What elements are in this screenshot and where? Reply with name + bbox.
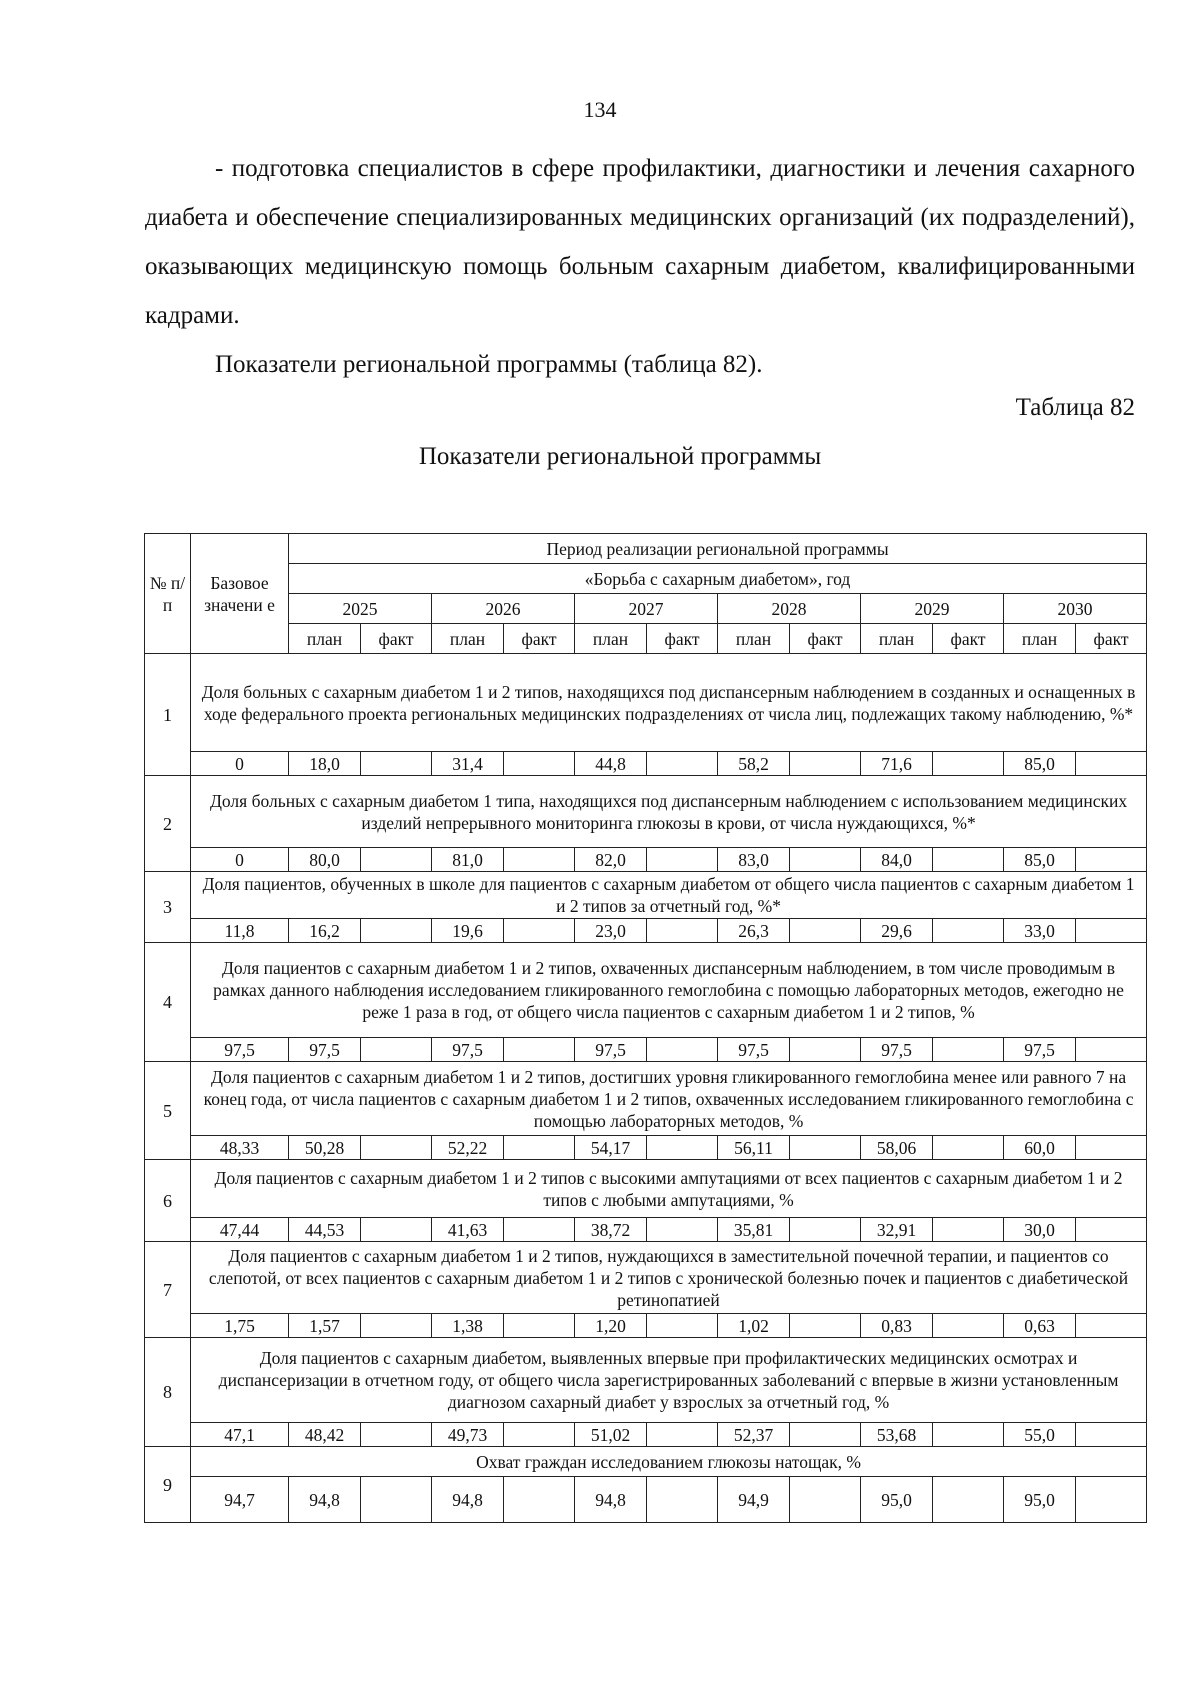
fact-value [1076, 919, 1147, 943]
fact-value [504, 1038, 575, 1062]
indicator-row [145, 1447, 1147, 1477]
fact-value [361, 1038, 432, 1062]
plan-value: 58,2 [718, 752, 790, 776]
plan-value: 85,0 [1004, 752, 1076, 776]
fact-value [933, 1423, 1004, 1447]
header-number: № п/п [145, 534, 191, 654]
plan-value: 41,63 [432, 1218, 504, 1242]
plan-value: 1,20 [575, 1314, 647, 1338]
header-year: 2029 [861, 594, 1004, 624]
base-value: 48,33 [191, 1136, 289, 1160]
plan-value: 48,42 [289, 1423, 361, 1447]
plan-value: 60,0 [1004, 1136, 1076, 1160]
fact-value [790, 1314, 861, 1338]
indicator-description: Доля пациентов с сахарным диабетом 1 и 2 типов, охваченных диспансерным наблюдением, в том числе проводимым в рамках данного наблюдения исследованием гликированного гемоглобина с помощью лабораторных методов, ежегодно не реже 1 раза в год, от общего числа пациентов с сахарным диабетом 1 и 2 типов, % [191, 943, 1147, 1038]
plan-value: 94,8 [432, 1477, 504, 1523]
base-value: 97,5 [191, 1038, 289, 1062]
row-number: 4 [145, 943, 191, 1062]
row-number: 1 [145, 654, 191, 776]
fact-value [647, 1136, 718, 1160]
indicator-description: Доля больных с сахарным диабетом 1 типа, находящихся под диспансерным наблюдением с использованием медицинских изделий непрерывного мониторинга глюкозы в крови, от числа нуждающихся, %* [191, 776, 1147, 848]
plan-value: 56,11 [718, 1136, 790, 1160]
fact-value [504, 1218, 575, 1242]
plan-value: 29,6 [861, 919, 933, 943]
plan-value: 1,02 [718, 1314, 790, 1338]
fact-value [504, 1136, 575, 1160]
header-plan: план [718, 624, 790, 654]
fact-value [504, 1477, 575, 1523]
fact-value [1076, 1136, 1147, 1160]
fact-value [361, 752, 432, 776]
fact-value [361, 1314, 432, 1338]
indicator-row [145, 943, 1147, 1038]
base-value: 47,44 [191, 1218, 289, 1242]
indicator-values-row [145, 752, 1147, 776]
base-value: 94,7 [191, 1477, 289, 1523]
table-label: Таблица 82 [1015, 394, 1135, 421]
row-number: 8 [145, 1338, 191, 1447]
fact-value [1076, 1423, 1147, 1447]
plan-value: 97,5 [861, 1038, 933, 1062]
plan-value: 44,8 [575, 752, 647, 776]
indicator-values-row [145, 1136, 1147, 1160]
indicator-row [145, 1338, 1147, 1423]
plan-value: 50,28 [289, 1136, 361, 1160]
fact-value [1076, 848, 1147, 872]
indicator-description: Доля пациентов с сахарным диабетом 1 и 2 типов, достигших уровня гликированного гемоглобина менее или равного 7 на конец года, от числа пациентов с сахарным диабетом 1 и 2 типов, охваченных исследованием гликированного гемоглобина с помощью лабораторных методов, % [191, 1062, 1147, 1136]
indicator-values-row [145, 1423, 1147, 1447]
fact-value [1076, 1218, 1147, 1242]
fact-value [647, 1423, 718, 1447]
fact-value [647, 752, 718, 776]
plan-value: 35,81 [718, 1218, 790, 1242]
row-number: 6 [145, 1160, 191, 1242]
indicator-row [145, 1062, 1147, 1136]
plan-value: 49,73 [432, 1423, 504, 1447]
fact-value [933, 752, 1004, 776]
fact-value [504, 1423, 575, 1447]
fact-value [504, 752, 575, 776]
header-plan: план [432, 624, 504, 654]
plan-value: 97,5 [575, 1038, 647, 1062]
plan-value: 95,0 [1004, 1477, 1076, 1523]
fact-value [933, 1218, 1004, 1242]
fact-value [647, 1314, 718, 1338]
fact-value [504, 919, 575, 943]
header-period-line2: «Борьба с сахарным диабетом», год [289, 564, 1147, 594]
plan-value: 30,0 [1004, 1218, 1076, 1242]
plan-value: 84,0 [861, 848, 933, 872]
base-value: 1,75 [191, 1314, 289, 1338]
indicator-row [145, 654, 1147, 752]
header-plan: план [861, 624, 933, 654]
fact-value [361, 848, 432, 872]
plan-value: 38,72 [575, 1218, 647, 1242]
plan-value: 97,5 [289, 1038, 361, 1062]
fact-value [361, 1423, 432, 1447]
header-year: 2027 [575, 594, 718, 624]
fact-value [647, 1477, 718, 1523]
plan-value: 0,83 [861, 1314, 933, 1338]
fact-value [933, 848, 1004, 872]
plan-value: 44,53 [289, 1218, 361, 1242]
header-year: 2028 [718, 594, 861, 624]
indicator-values-row [145, 1477, 1147, 1523]
plan-value: 53,68 [861, 1423, 933, 1447]
plan-value: 80,0 [289, 848, 361, 872]
fact-value [933, 919, 1004, 943]
indicator-values-row [145, 919, 1147, 943]
header-fact: факт [790, 624, 861, 654]
plan-value: 31,4 [432, 752, 504, 776]
table-title: Показатели региональной программы [418, 443, 822, 470]
header-plan: план [1004, 624, 1076, 654]
plan-value: 33,0 [1004, 919, 1076, 943]
plan-value: 94,8 [575, 1477, 647, 1523]
plan-value: 55,0 [1004, 1423, 1076, 1447]
plan-value: 81,0 [432, 848, 504, 872]
table-reference-paragraph: Показатели региональной программы (таблица 82). [215, 351, 763, 378]
plan-value: 85,0 [1004, 848, 1076, 872]
plan-value: 19,6 [432, 919, 504, 943]
fact-value [933, 1477, 1004, 1523]
header-base-value: Базовое значени е [191, 534, 289, 654]
header-fact: факт [504, 624, 575, 654]
header-plan: план [289, 624, 361, 654]
plan-value: 95,0 [861, 1477, 933, 1523]
fact-value [933, 1038, 1004, 1062]
indicator-row [145, 776, 1147, 848]
fact-value [790, 1218, 861, 1242]
base-value: 0 [191, 752, 289, 776]
plan-value: 83,0 [718, 848, 790, 872]
plan-value: 1,38 [432, 1314, 504, 1338]
plan-value: 97,5 [432, 1038, 504, 1062]
plan-value: 58,06 [861, 1136, 933, 1160]
indicators-table [144, 533, 1147, 1523]
fact-value [1076, 1314, 1147, 1338]
page-number: 134 [583, 97, 617, 122]
fact-value [361, 1136, 432, 1160]
plan-value: 1,57 [289, 1314, 361, 1338]
fact-value [361, 919, 432, 943]
plan-value: 54,17 [575, 1136, 647, 1160]
plan-value: 23,0 [575, 919, 647, 943]
indicator-description: Доля пациентов с сахарным диабетом 1 и 2 типов с высокими ампутациями от всех пациентов с сахарным диабетом 1 и 2 типов с любыми ампутациями, % [191, 1160, 1147, 1218]
plan-value: 51,02 [575, 1423, 647, 1447]
fact-value [790, 752, 861, 776]
plan-value: 52,37 [718, 1423, 790, 1447]
indicator-description: Доля пациентов с сахарным диабетом, выявленных впервые при профилактических медицинских осмотрах и диспансеризации в отчетном году, от общего числа зарегистрированных заболеваний с впервые в жизни установленным диагнозом сахарный диабет у взрослых за отчетный год, % [191, 1338, 1147, 1423]
fact-value [647, 848, 718, 872]
indicator-values-row [145, 1038, 1147, 1062]
indicator-row [145, 1242, 1147, 1314]
fact-value [647, 919, 718, 943]
header-year: 2030 [1004, 594, 1147, 624]
fact-value [361, 1477, 432, 1523]
indicator-description: Доля больных с сахарным диабетом 1 и 2 типов, находящихся под диспансерным наблюдением в созданных и оснащенных в ходе федерального проекта региональных медицинских подразделениях от числа лиц, подлежащих такому наблюдению, %* [191, 654, 1147, 752]
row-number: 5 [145, 1062, 191, 1160]
fact-value [933, 1314, 1004, 1338]
row-number: 7 [145, 1242, 191, 1338]
indicator-values-row [145, 1218, 1147, 1242]
plan-value: 94,8 [289, 1477, 361, 1523]
base-value: 0 [191, 848, 289, 872]
plan-value: 32,91 [861, 1218, 933, 1242]
indicator-values-row [145, 1314, 1147, 1338]
indicator-description: Охват граждан исследованием глюкозы натощак, % [191, 1447, 1147, 1477]
fact-value [504, 1314, 575, 1338]
header-fact: факт [647, 624, 718, 654]
fact-value [1076, 1477, 1147, 1523]
plan-value: 97,5 [718, 1038, 790, 1062]
row-number: 9 [145, 1447, 191, 1523]
plan-value: 16,2 [289, 919, 361, 943]
fact-value [647, 1218, 718, 1242]
fact-value [790, 1477, 861, 1523]
plan-value: 97,5 [1004, 1038, 1076, 1062]
base-value: 11,8 [191, 919, 289, 943]
intro-paragraph: - подготовка специалистов в сфере профилактики, диагностики и лечения сахарного диабета и обеспечение специализированных медицинских организаций (их подразделений), оказывающих медицинскую помощь больным сахарным диабетом, квалифицированными кадрами. [145, 155, 1135, 329]
fact-value [933, 1136, 1004, 1160]
fact-value [361, 1218, 432, 1242]
header-plan: план [575, 624, 647, 654]
fact-value [790, 1136, 861, 1160]
indicator-row [145, 1160, 1147, 1218]
fact-value [790, 1038, 861, 1062]
indicator-row [145, 872, 1147, 919]
indicator-values-row [145, 848, 1147, 872]
fact-value [790, 848, 861, 872]
indicator-description: Доля пациентов с сахарным диабетом 1 и 2 типов, нуждающихся в заместительной почечной терапии, и пациентов со слепотой, от всех пациентов с сахарным диабетом 1 и 2 типов с хронической болезнью почек и пациентов с диабетической ретинопатией [191, 1242, 1147, 1314]
header-year: 2026 [432, 594, 575, 624]
indicator-description: Доля пациентов, обученных в школе для пациентов с сахарным диабетом от общего числа пациентов с сахарным диабетом 1 и 2 типов за отчетный год, %* [191, 872, 1147, 919]
fact-value [647, 1038, 718, 1062]
base-value: 47,1 [191, 1423, 289, 1447]
fact-value [1076, 752, 1147, 776]
fact-value [504, 848, 575, 872]
plan-value: 18,0 [289, 752, 361, 776]
plan-value: 94,9 [718, 1477, 790, 1523]
fact-value [1076, 1038, 1147, 1062]
header-year: 2025 [289, 594, 432, 624]
row-number: 2 [145, 776, 191, 872]
plan-value: 71,6 [861, 752, 933, 776]
header-fact: факт [361, 624, 432, 654]
plan-value: 26,3 [718, 919, 790, 943]
fact-value [790, 919, 861, 943]
plan-value: 0,63 [1004, 1314, 1076, 1338]
row-number: 3 [145, 872, 191, 943]
header-period-line1: Период реализации региональной программы [289, 534, 1147, 564]
header-fact: факт [1076, 624, 1147, 654]
plan-value: 52,22 [432, 1136, 504, 1160]
fact-value [790, 1423, 861, 1447]
header-fact: факт [933, 624, 1004, 654]
plan-value: 82,0 [575, 848, 647, 872]
